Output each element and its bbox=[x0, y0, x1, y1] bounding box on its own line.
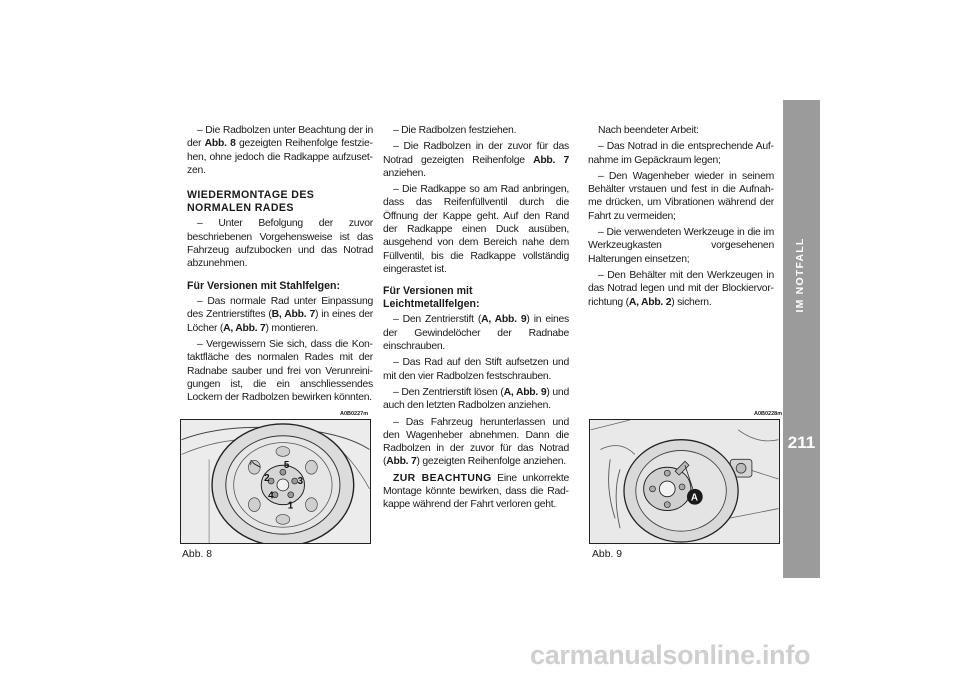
callout-label-a: A bbox=[690, 492, 699, 504]
chapter-label: IM NOTFALL bbox=[794, 237, 806, 313]
subsection-heading: Für Versionen mit Leichtmetallfelgen: bbox=[383, 285, 480, 310]
figure-wheel-hub-centering-pin bbox=[589, 419, 780, 544]
figure-caption: Abb. 9 bbox=[592, 549, 623, 560]
subsection-heading: Für Versionen mit Stahlfelgen: bbox=[187, 279, 341, 292]
paragraph: – Die Radbolzen unter Beachtung der in der Abb. 8 gezeigten Reihenfolge festziehen, ohne jedoch die Radkappe aufzusetzen. bbox=[187, 125, 373, 176]
figure-code: A0B0228m bbox=[754, 411, 783, 417]
svg-text:A: A bbox=[248, 458, 256, 468]
text-column-1 bbox=[187, 124, 373, 408]
figure-reference: A, Abb. 9 bbox=[503, 386, 547, 398]
paragraph: – Unter Befolgung der zuvor beschriebenen Vorgehensweise ist das Fahrzeug aufzubocken und das Notrad abzunehmen. bbox=[187, 218, 373, 270]
figure-reference: Abb. 8 bbox=[204, 138, 236, 150]
figure-code: A0B0227m bbox=[340, 411, 369, 417]
bolt-label: 1 bbox=[287, 500, 294, 512]
paragraph: – Den Wagenheber wieder in seinem Behälter vrstauen und fest in die Aufnahme drücken, um Vibrationen während der Fahrt zu vermeiden; bbox=[588, 170, 774, 222]
section-heading: WIEDERMONTAGE DES NORMALEN RADES bbox=[187, 189, 315, 214]
warning-note: ZUR BEACHTUNG Eine unkorrekte Montage könnte bewirken, dass die Radkappe während der Fahrt verloren geht. bbox=[383, 472, 570, 511]
bolt-label: 4 bbox=[268, 490, 274, 502]
paragraph: – Die Radbolzen festziehen. bbox=[393, 125, 517, 136]
paragraph: – Das Rad auf den Stift aufsetzen und mit den vier Radbolzen festschrauben. bbox=[383, 357, 569, 382]
figure-reference: A, Abb. 2 bbox=[628, 296, 672, 308]
figure-caption: Abb. 8 bbox=[182, 549, 213, 560]
warning-label: ZUR BEACHTUNG bbox=[393, 472, 492, 484]
figure-reference: Abb. 7 bbox=[533, 154, 569, 166]
bolt-label: 2 bbox=[264, 473, 270, 485]
bolt-label: 3 bbox=[297, 475, 304, 487]
bolt-label: 5 bbox=[283, 460, 290, 472]
page-number: 211 bbox=[787, 433, 816, 452]
wheel-illustration bbox=[181, 420, 370, 543]
text-column-2 bbox=[383, 124, 569, 515]
paragraph: – Den Behälter mit den Werkzeugen in das Notrad legen und mit der Blockiervorrichtung (A, Abb. 2) sichern. bbox=[588, 269, 774, 308]
figure-reference: A, Abb. 7 bbox=[223, 322, 266, 334]
figure-reference: A, Abb. 9 bbox=[481, 314, 527, 326]
watermark: carmanualsonline.info bbox=[530, 640, 811, 670]
paragraph: – Das Fahrzeug herunterlassen und den Wagenheber abnehmen. Dann die Radbolzen in der zuvor für das Notrad (Abb. 7) gezeigten Reihenfolge anziehen. bbox=[383, 416, 569, 468]
paragraph: – Vergewissern Sie sich, dass die Kontaktfläche des normalen Rades mit der Radnabe sauber und frei von Verunreinigungen ist, die ein anschliessendes Lockern der Radbolzen bewirken könnten. bbox=[187, 339, 373, 404]
paragraph: – Die Radkappe so am Rad anbringen, dass das Reifenfüllventil durch die Öffnung der Kappe geht. Auf den Rand der Radkappe einen Duck ausüben, ausgehend von dem Bereich nahe dem Füllventil, bis die Radkappe vollständig eingerastet ist. bbox=[383, 184, 569, 275]
figure-wheel-bolt-sequence bbox=[180, 419, 371, 544]
paragraph: – Den Zentrierstift (A, Abb. 9) in eines der Gewindelöcher der Radnabe einschrauben. bbox=[383, 314, 569, 353]
paragraph: Nach beendeter Arbeit: bbox=[598, 125, 699, 136]
figure-reference: B, Abb. 7 bbox=[271, 309, 315, 321]
figure-reference: Abb. 7 bbox=[386, 456, 417, 468]
paragraph: – Das normale Rad unter Einpassung des Zentrierstiftes (B, Abb. 7) in eines der Löcher (A, Abb. 7) montieren. bbox=[187, 296, 373, 334]
paragraph: – Die verwendeten Werkzeuge in die im Werkzeugkasten vorgesehenen Halterungen einsetzen; bbox=[588, 227, 774, 265]
text-column-3 bbox=[588, 124, 774, 312]
chapter-tab bbox=[783, 100, 820, 578]
paragraph: – Den Zentrierstift lösen (A, Abb. 9) und auch den letzten Radbolzen anziehen. bbox=[383, 386, 569, 412]
paragraph: – Die Radbolzen in der zuvor für das Notrad gezeigten Reihenfolge Abb. 7 anziehen. bbox=[383, 141, 569, 179]
hub-illustration bbox=[590, 420, 779, 543]
paragraph: – Das Notrad in die entsprechende Aufnahme im Gepäckraum legen; bbox=[588, 141, 774, 166]
